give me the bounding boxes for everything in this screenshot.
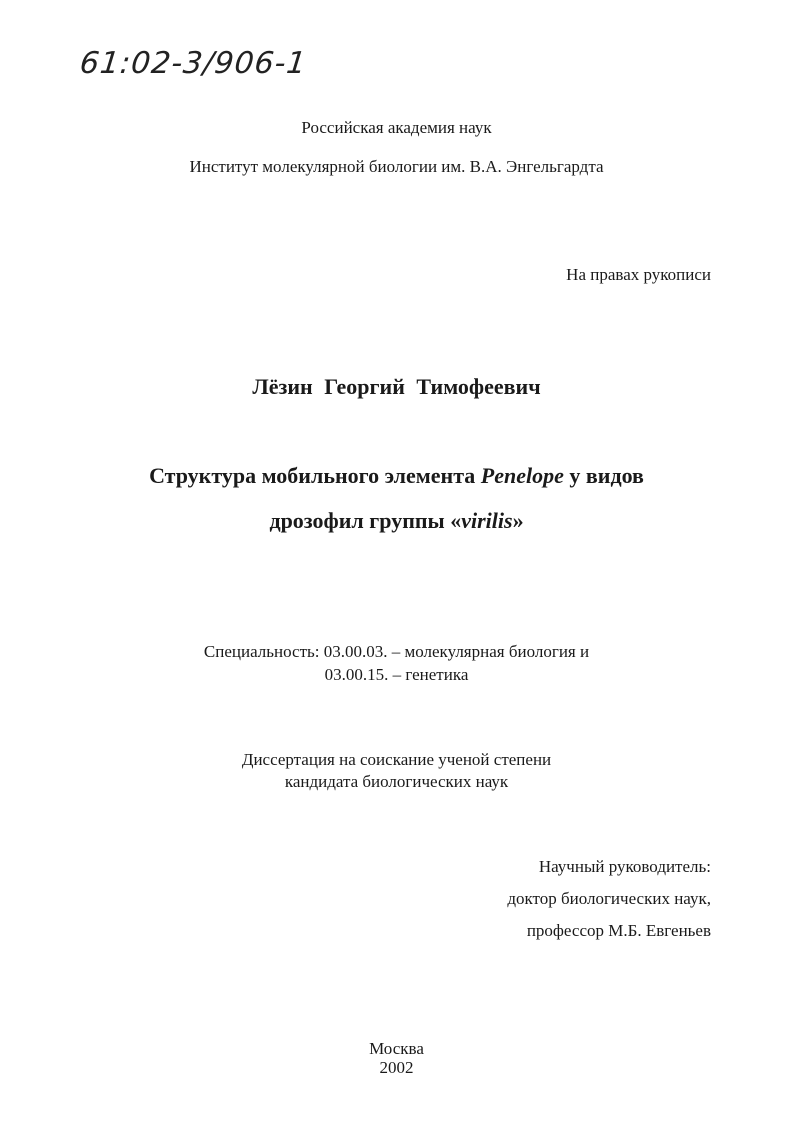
dissertation-line-2: кандидата биологических наук [284, 772, 509, 791]
title-line-2-prefix: дрозофил группы « [269, 508, 462, 533]
specialty-line-1: Специальность: 03.00.03. – молекулярная биология и [203, 642, 590, 661]
thesis-title-line-1 [0, 463, 793, 489]
title-line-1-suffix: у видов [563, 463, 644, 488]
title-line-2-suffix: » [512, 508, 524, 533]
archive-code-handwritten: 61:02-3/906-1 [78, 46, 309, 81]
title-line-1-italic: Penelope [480, 463, 564, 488]
title-line-2-italic: virilis [461, 508, 513, 533]
institute-name: Институт молекулярной биологии им. В.А. Энгельгардта [189, 157, 604, 176]
author-name: Лёзин Георгий Тимофеевич [252, 374, 541, 399]
title-line-1-prefix: Структура мобильного элемента [149, 463, 481, 488]
supervisor-name: профессор М.Б. Евгеньев [526, 921, 711, 940]
supervisor-degree: доктор биологических наук, [507, 889, 711, 908]
thesis-title-line-2 [0, 508, 793, 534]
rights-note: На правах рукописи [566, 265, 711, 284]
supervisor-label: Научный руководитель: [538, 857, 711, 876]
academy-name: Российская академия наук [301, 118, 492, 137]
dissertation-line-1: Диссертация на соискание ученой степени [241, 750, 552, 769]
year: 2002 [379, 1058, 414, 1077]
specialty-line-2: 03.00.15. – генетика [324, 665, 469, 684]
city: Москва [369, 1039, 424, 1058]
